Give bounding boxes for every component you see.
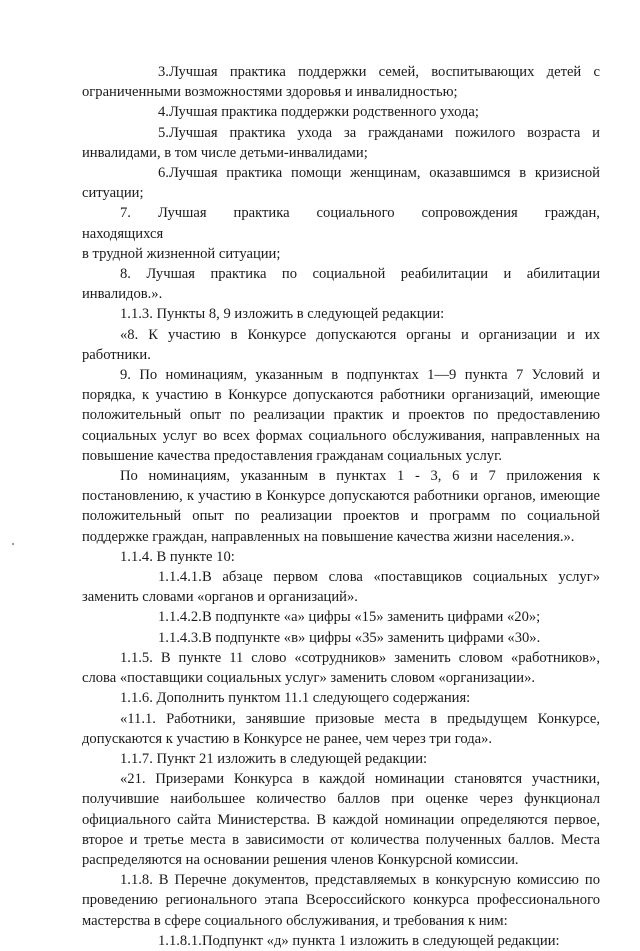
paragraph-text: Лучшая практика поддержки родственного ухода; <box>168 104 479 121</box>
paragraph-item-5 <box>82 123 600 163</box>
item-number: 3. <box>158 64 169 80</box>
paragraph-text: Лучшая практика поддержки семей, воспитывающих детей с ограниченными возможностями здоровья и инвалидностью; <box>82 64 600 101</box>
scan-speck <box>12 543 14 545</box>
paragraph-1-1-5: 1.1.5. В пункте 11 слово «сотрудников» заменить словом «работников», слова «поставщики социальных услуг» заменить словом «организации». <box>82 649 600 687</box>
paragraph-item-7-line-3: в трудной жизненной ситуации; <box>82 245 281 262</box>
paragraph-1-1-4-2 <box>82 607 600 627</box>
item-number: 7. <box>120 205 131 222</box>
paragraph-1-1-8: 1.1.8. В Перечне документов, представляемых в конкурсную комиссию по проведению регионального этапа Всероссийского конкурса профессионального мастерства в сфере социального обслуживания, и требования к ним: <box>82 872 600 929</box>
paragraph-item-8: 8. Лучшая практика по социальной реабилитации и абилитации инвалидов.». <box>82 266 600 303</box>
document-page <box>82 62 600 951</box>
item-number: 1.1.4.1. <box>158 569 202 586</box>
word: граждан, <box>544 205 600 222</box>
paragraph-1-1-6: 1.1.6. Дополнить пунктом 11.1 следующего содержания: <box>120 690 471 707</box>
paragraph-item-6 <box>82 163 600 203</box>
paragraph-nominations: По номинациям, указанным в пунктах 1 - 3, 6 и 7 приложения к постановлению, к участию в Конкурсе допускаются работники органов, имеющие положительный опыт по реализации проектов и программ по социальной поддержке граждан, направленных на повышение качества жизни населения.». <box>82 468 600 545</box>
paragraph-point-11-1: «11.1. Работники, занявшие призовые места в предыдущем Конкурсе, допускаются к участию в Конкурсе не ранее, чем через три года». <box>82 710 600 747</box>
item-number: 4. <box>158 104 169 121</box>
paragraph-item-3 <box>82 62 600 102</box>
word: сопровождения <box>421 205 518 222</box>
paragraph-1-1-4-1 <box>82 567 600 607</box>
item-number: 6. <box>158 165 169 182</box>
word: социального <box>316 205 395 222</box>
paragraph-1-1-4: 1.1.4. В пункте 10: <box>120 548 235 565</box>
paragraph-point-8: «8. К участию в Конкурсе допускаются органы и организации и их работники. <box>82 326 600 363</box>
paragraph-1-1-3: 1.1.3. Пункты 8, 9 изложить в следующей редакции: <box>120 306 445 323</box>
item-number: 1.1.4.3. <box>158 629 202 646</box>
paragraph-item-7-line-2: находящихся <box>82 225 164 242</box>
word: Лучшая <box>157 205 207 222</box>
paragraph-text: Лучшая практика ухода за гражданами пожилого возраста и инвалидами, в том числе детьми-инвалидами; <box>82 124 600 161</box>
paragraph-text: Лучшая практика помощи женщинам, оказавшимся в кризисной ситуации; <box>82 165 600 202</box>
paragraph-item-7-line-1 <box>82 203 600 223</box>
item-number: 1.1.4.2. <box>158 609 202 626</box>
paragraph-1-1-7: 1.1.7. Пункт 21 изложить в следующей редакции: <box>120 750 428 767</box>
paragraph-item-4 <box>82 102 600 122</box>
paragraph-text: В подпункте «а» цифры «15» заменить цифрами «20»; <box>202 609 541 626</box>
paragraph-item-7 <box>82 203 600 264</box>
paragraph-text: Подпункт «д» пункта 1 изложить в следующей редакции: <box>202 932 560 949</box>
item-number: 1.1.8.1. <box>158 932 202 949</box>
paragraph-text: В абзаце первом слова «поставщиков социальных услуг» заменить словами «органов и организаций». <box>82 569 600 606</box>
word: практика <box>233 205 290 222</box>
item-number: 5. <box>158 124 169 141</box>
paragraph-point-9: 9. По номинациям, указанным в подпунктах 1—9 пункта 7 Условий и порядка, к участию в Конкурсе допускаются работники организаций, имеющие положительный опыт по реализации практик и проектов по предоставлению социальных услуг во всех формах социального обслуживания, направленных на повышение качества предоставления гражданам социальных услуг. <box>82 367 600 464</box>
paragraph-point-21: «21. Призерами Конкурса в каждой номинации становятся участники, получившие наибольшее количество баллов при оценке через функционал официального сайта Министерства. В каждой номинации определяются первое, второе и третье места в зависимости от количества полученных баллов. Места распределяются на основании решения членов Конкурсной комиссии. <box>82 771 600 868</box>
paragraph-1-1-4-3 <box>82 628 600 648</box>
paragraph-text: В подпункте «в» цифры «35» заменить цифрами «30». <box>202 629 541 646</box>
paragraph-1-1-8-1 <box>82 931 600 951</box>
